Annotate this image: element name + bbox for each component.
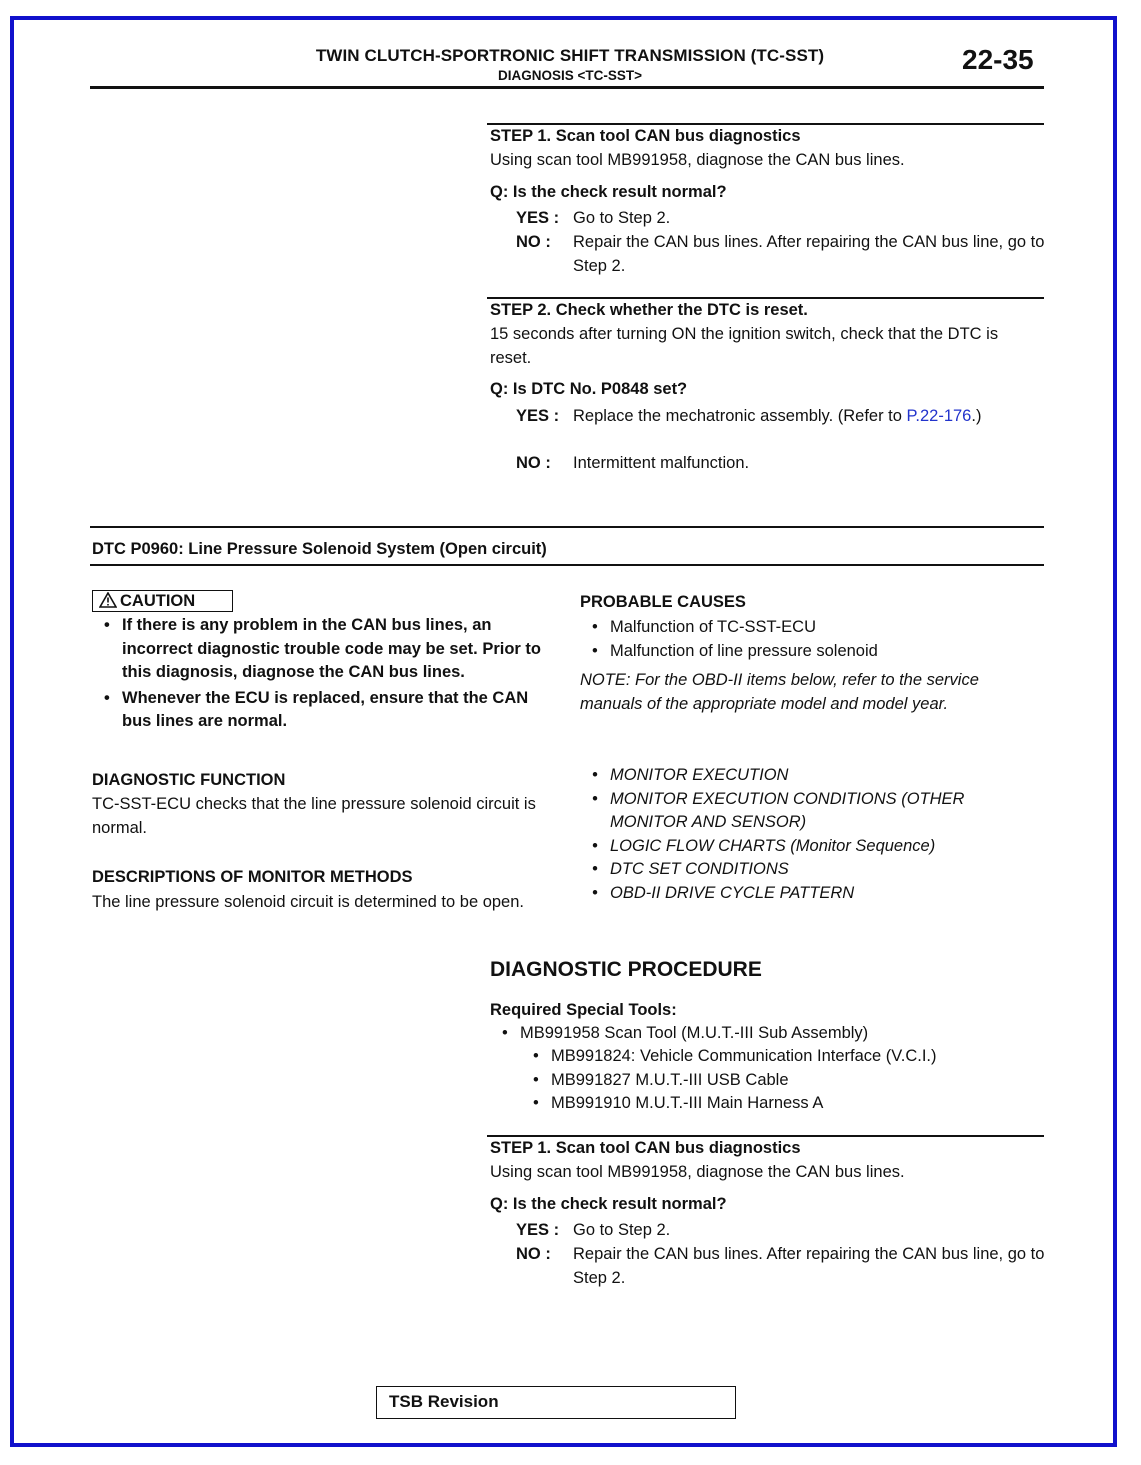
monitor-methods-text: The line pressure solenoid circuit is determined to be open. xyxy=(92,893,524,911)
header-subtitle: DIAGNOSIS <TC-SST> xyxy=(497,68,643,83)
yes-text-post: .) xyxy=(971,407,982,425)
obd-item: • DTC SET CONDITIONS xyxy=(580,858,1040,882)
no-text: Repair the CAN bus lines. After repairing the CAN bus line, go to Step 2. xyxy=(573,233,1045,275)
caution-item: • If there is any problem in the CAN bus lines, an incorrect diagnostic trouble code may be set. Prior to this diagnosis, diagnose the CAN bus lines. xyxy=(92,614,557,685)
obd-item: • LOGIC FLOW CHARTS (Monitor Sequence) xyxy=(580,835,1040,859)
no-text: Repair the CAN bus lines. After repairing the CAN bus line, go to Step 2. xyxy=(573,1245,1045,1287)
yes-key: YES : xyxy=(516,209,560,227)
obd-item: • MONITOR EXECUTION xyxy=(580,764,1040,788)
tool-main: • MB991958 Scan Tool (M.U.T.-III Sub Assembly) xyxy=(490,1022,1040,1046)
yes-text: Go to Step 2. xyxy=(573,1221,671,1239)
yes-key: YES : xyxy=(516,407,560,425)
no-key: NO : xyxy=(516,233,551,251)
tools-list xyxy=(490,1022,1040,1046)
header-title: TWIN CLUTCH-SPORTRONIC SHIFT TRANSMISSION (TC-SST) xyxy=(315,46,825,65)
step2-body: 15 seconds after turning ON the ignition switch, check that the DTC is reset. xyxy=(490,325,999,367)
caution-label xyxy=(92,590,233,612)
bottom-step1-body: Using scan tool MB991958, diagnose the CAN bus lines. xyxy=(490,1163,905,1181)
caution-list xyxy=(92,614,557,734)
step-rule xyxy=(487,297,1044,299)
no-text: Intermittent malfunction. xyxy=(573,454,750,472)
step1-yes xyxy=(516,207,1056,231)
warning-triangle-icon xyxy=(99,592,117,608)
dtc-rule-bottom xyxy=(90,564,1044,566)
page-reference-link[interactable]: P.22-176 xyxy=(906,407,972,425)
probable-causes-heading: PROBABLE CAUSES xyxy=(580,593,746,611)
header-rule xyxy=(90,86,1044,89)
step2-question: Q: Is DTC No. P0848 set? xyxy=(490,380,688,398)
step2-no xyxy=(516,452,1056,476)
no-key: NO : xyxy=(516,454,551,472)
yes-text: Go to Step 2. xyxy=(573,209,671,227)
tool-subs-list xyxy=(521,1045,1041,1116)
tool-sub-item: • MB991910 M.U.T.-III Main Harness A xyxy=(521,1092,1041,1116)
tool-sub-item: • MB991827 M.U.T.-III USB Cable xyxy=(521,1069,1041,1093)
obd-item: • OBD-II DRIVE CYCLE PATTERN xyxy=(580,882,1040,906)
dtc-rule-top xyxy=(90,526,1044,528)
yes-key: YES : xyxy=(516,1221,560,1239)
probable-cause-item: • Malfunction of line pressure solenoid xyxy=(580,640,1040,664)
step1-no xyxy=(516,231,1056,279)
diagnostic-function-text: TC-SST-ECU checks that the line pressure solenoid circuit is normal. xyxy=(92,795,536,837)
step-rule xyxy=(487,123,1044,125)
diagnostic-procedure-heading: DIAGNOSTIC PROCEDURE xyxy=(490,958,762,981)
probable-cause-item: • Malfunction of TC-SST-ECU xyxy=(580,616,1040,640)
monitor-methods-heading: DESCRIPTIONS OF MONITOR METHODS xyxy=(92,868,413,886)
bottom-step1-yes xyxy=(516,1219,1056,1243)
step1-body: Using scan tool MB991958, diagnose the CAN bus lines. xyxy=(490,151,905,169)
step-rule xyxy=(487,1135,1044,1137)
caution-item: • Whenever the ECU is replaced, ensure that the CAN bus lines are normal. xyxy=(92,687,557,734)
yes-text-pre: Replace the mechatronic assembly. (Refer to xyxy=(573,407,907,425)
tsb-revision-box: TSB Revision xyxy=(376,1386,736,1419)
bottom-step1-no xyxy=(516,1243,1056,1291)
tools-heading: Required Special Tools: xyxy=(490,1001,677,1019)
caution-text: CAUTION xyxy=(120,592,196,610)
obd-item: • MONITOR EXECUTION CONDITIONS (OTHER MONITOR AND SENSOR) xyxy=(580,788,1040,835)
yes-text xyxy=(573,405,1033,429)
probable-causes-list xyxy=(580,616,1040,663)
obd-note: NOTE: For the OBD-II items below, refer to the service manuals of the appropriate model and model year. xyxy=(580,671,979,713)
no-key: NO : xyxy=(516,1245,551,1263)
diagnostic-function-heading: DIAGNOSTIC FUNCTION xyxy=(92,771,286,789)
dtc-title: DTC P0960: Line Pressure Solenoid System (Open circuit) xyxy=(92,540,547,558)
page-number: 22-35 xyxy=(962,44,1034,75)
step1-question: Q: Is the check result normal? xyxy=(490,183,727,201)
bottom-step1-title: STEP 1. Scan tool CAN bus diagnostics xyxy=(490,1139,801,1157)
step2-title: STEP 2. Check whether the DTC is reset. xyxy=(490,301,808,319)
tool-sub-item: • MB991824: Vehicle Communication Interface (V.C.I.) xyxy=(521,1045,1041,1069)
bottom-step1-question: Q: Is the check result normal? xyxy=(490,1195,727,1213)
step1-title: STEP 1. Scan tool CAN bus diagnostics xyxy=(490,127,801,145)
step2-yes xyxy=(516,405,1056,453)
obd-items-list xyxy=(580,764,1040,905)
